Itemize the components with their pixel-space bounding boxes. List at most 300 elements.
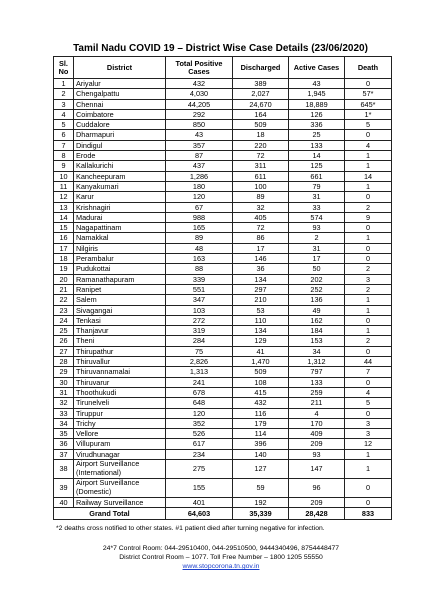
cell-active: 162 xyxy=(289,315,345,325)
cell-discharged: 220 xyxy=(233,140,289,150)
cell-active: 93 xyxy=(289,223,345,233)
cell-active: 25 xyxy=(289,130,345,140)
cell-district: Theni xyxy=(74,336,166,346)
cell-death: 7 xyxy=(345,367,392,377)
cell-sl-no: 37 xyxy=(54,449,74,459)
cell-active: 50 xyxy=(289,264,345,274)
cell-active: 17 xyxy=(289,254,345,264)
cell-sl-no: 26 xyxy=(54,336,74,346)
cell-district: Thirupathur xyxy=(74,346,166,356)
cell-discharged: 32 xyxy=(233,202,289,212)
table-row xyxy=(54,284,392,294)
cell-death: 14 xyxy=(345,171,392,181)
cell-sl-no: 23 xyxy=(54,305,74,315)
cell-sl-no: 11 xyxy=(54,181,74,191)
cell-sl-no: 35 xyxy=(54,429,74,439)
table-row xyxy=(54,387,392,397)
cell-district: Tiruppur xyxy=(74,408,166,418)
cell-active: 184 xyxy=(289,326,345,336)
cell-death: 2 xyxy=(345,264,392,274)
cell-death: 0 xyxy=(345,192,392,202)
table-header-row xyxy=(54,57,392,79)
cell-district: Virudhunagar xyxy=(74,449,166,459)
table-row xyxy=(54,233,392,243)
cell-active: 797 xyxy=(289,367,345,377)
cell-total-positive: 4,030 xyxy=(166,89,233,99)
cell-death: 1 xyxy=(345,326,392,336)
grand-total-positive: 64,603 xyxy=(166,508,233,520)
table-row xyxy=(54,274,392,284)
cell-active: 43 xyxy=(289,79,345,89)
cell-death: 12 xyxy=(345,439,392,449)
cell-district: Sivagangai xyxy=(74,305,166,315)
cell-total-positive: 48 xyxy=(166,243,233,253)
table-row xyxy=(54,377,392,387)
cell-total-positive: 437 xyxy=(166,161,233,171)
cell-discharged: 509 xyxy=(233,120,289,130)
cell-sl-no: 27 xyxy=(54,346,74,356)
cell-total-positive: 2,826 xyxy=(166,357,233,367)
cell-district: Dindigul xyxy=(74,140,166,150)
table-row xyxy=(54,398,392,408)
cell-death: 1 xyxy=(345,295,392,305)
cell-active: 31 xyxy=(289,243,345,253)
cell-district: Erode xyxy=(74,151,166,161)
cell-sl-no: 20 xyxy=(54,274,74,284)
header-active: Active Cases xyxy=(289,57,345,79)
cell-sl-no: 6 xyxy=(54,130,74,140)
cell-death: 9 xyxy=(345,212,392,222)
cell-discharged: 108 xyxy=(233,377,289,387)
cell-discharged: 396 xyxy=(233,439,289,449)
cell-discharged: 53 xyxy=(233,305,289,315)
table-row xyxy=(54,305,392,315)
table-row xyxy=(54,295,392,305)
cell-death: 0 xyxy=(345,130,392,140)
cell-sl-no: 31 xyxy=(54,387,74,397)
cell-district: Karur xyxy=(74,192,166,202)
table-row xyxy=(54,439,392,449)
cell-discharged: 41 xyxy=(233,346,289,356)
cell-death: 2 xyxy=(345,336,392,346)
cell-district: Thiruvarur xyxy=(74,377,166,387)
cell-active: 33 xyxy=(289,202,345,212)
cell-discharged: 86 xyxy=(233,233,289,243)
cell-total-positive: 272 xyxy=(166,315,233,325)
cell-sl-no: 16 xyxy=(54,233,74,243)
cell-total-positive: 432 xyxy=(166,79,233,89)
cell-active: 147 xyxy=(289,459,345,478)
cell-discharged: 297 xyxy=(233,284,289,294)
cell-sl-no: 24 xyxy=(54,315,74,325)
cell-sl-no: 29 xyxy=(54,367,74,377)
table-row xyxy=(54,223,392,233)
cell-total-positive: 103 xyxy=(166,305,233,315)
cell-sl-no: 15 xyxy=(54,223,74,233)
cell-total-positive: 165 xyxy=(166,223,233,233)
cell-total-positive: 234 xyxy=(166,449,233,459)
cell-discharged: 140 xyxy=(233,449,289,459)
cell-district: Ranipet xyxy=(74,284,166,294)
cell-district: Chengalpattu xyxy=(74,89,166,99)
cell-active: 133 xyxy=(289,140,345,150)
cell-death: 1* xyxy=(345,109,392,119)
cell-discharged: 17 xyxy=(233,243,289,253)
cell-death: 3 xyxy=(345,429,392,439)
cell-total-positive: 241 xyxy=(166,377,233,387)
website-link[interactable]: www.stopcorona.tn.gov.in xyxy=(182,563,260,570)
cell-district: Coimbatore xyxy=(74,109,166,119)
cell-active: 170 xyxy=(289,418,345,428)
cell-total-positive: 292 xyxy=(166,109,233,119)
control-room-line: 24*7 Control Room: 044-29510400, 044-29510500, 9444340496, 8754448477 xyxy=(102,545,340,552)
table-row xyxy=(54,497,392,507)
cell-discharged: 146 xyxy=(233,254,289,264)
table-row xyxy=(54,408,392,418)
table-row xyxy=(54,346,392,356)
cell-death: 5 xyxy=(345,120,392,130)
table-row xyxy=(54,202,392,212)
cell-discharged: 134 xyxy=(233,326,289,336)
cell-death: 0 xyxy=(345,478,392,497)
cell-total-positive: 275 xyxy=(166,459,233,478)
header-district: District xyxy=(74,57,166,79)
cell-active: 661 xyxy=(289,171,345,181)
cell-total-positive: 88 xyxy=(166,264,233,274)
cell-total-positive: 75 xyxy=(166,346,233,356)
cell-death: 0 xyxy=(345,223,392,233)
cell-active: 1,312 xyxy=(289,357,345,367)
cell-death: 0 xyxy=(345,254,392,264)
cell-active: 211 xyxy=(289,398,345,408)
cell-death: 645* xyxy=(345,99,392,109)
grand-total-discharged: 35,339 xyxy=(233,508,289,520)
header-sl-no: Sl. No xyxy=(54,57,74,79)
cell-sl-no: 13 xyxy=(54,202,74,212)
cell-sl-no: 8 xyxy=(54,151,74,161)
cell-death: 0 xyxy=(345,243,392,253)
table-row xyxy=(54,336,392,346)
cell-total-positive: 319 xyxy=(166,326,233,336)
cell-total-positive: 401 xyxy=(166,497,233,507)
table-row xyxy=(54,326,392,336)
cell-sl-no: 19 xyxy=(54,264,74,274)
cell-district: Chennai xyxy=(74,99,166,109)
table-row xyxy=(54,357,392,367)
cell-sl-no: 9 xyxy=(54,161,74,171)
header-death: Death xyxy=(345,57,392,79)
cell-active: 93 xyxy=(289,449,345,459)
cell-district: Nagapattinam xyxy=(74,223,166,233)
cell-sl-no: 39 xyxy=(54,478,74,497)
cell-death: 1 xyxy=(345,151,392,161)
table-row xyxy=(54,171,392,181)
cell-discharged: 432 xyxy=(233,398,289,408)
cell-district: Kancheepuram xyxy=(74,171,166,181)
cell-district: Airport Surveillance (Domestic) xyxy=(74,478,166,497)
cell-district: Cuddalore xyxy=(74,120,166,130)
cell-active: 133 xyxy=(289,377,345,387)
table-row xyxy=(54,130,392,140)
cell-discharged: 110 xyxy=(233,315,289,325)
table-row xyxy=(54,212,392,222)
district-case-table xyxy=(53,56,392,520)
cell-total-positive: 1,286 xyxy=(166,171,233,181)
cell-sl-no: 22 xyxy=(54,295,74,305)
cell-active: 336 xyxy=(289,120,345,130)
cell-sl-no: 2 xyxy=(54,89,74,99)
cell-total-positive: 120 xyxy=(166,192,233,202)
cell-total-positive: 120 xyxy=(166,408,233,418)
cell-death: 3 xyxy=(345,274,392,284)
cell-death: 1 xyxy=(345,233,392,243)
table-row xyxy=(54,254,392,264)
table-row xyxy=(54,79,392,89)
grand-total-label: Grand Total xyxy=(54,508,166,520)
cell-sl-no: 5 xyxy=(54,120,74,130)
cell-district: Thanjavur xyxy=(74,326,166,336)
table-row xyxy=(54,140,392,150)
cell-death: 0 xyxy=(345,315,392,325)
cell-discharged: 192 xyxy=(233,497,289,507)
cell-discharged: 134 xyxy=(233,274,289,284)
cell-discharged: 18 xyxy=(233,130,289,140)
table-row xyxy=(54,181,392,191)
cell-total-positive: 678 xyxy=(166,387,233,397)
cell-death: 4 xyxy=(345,387,392,397)
cell-district: Villupuram xyxy=(74,439,166,449)
cell-sl-no: 36 xyxy=(54,439,74,449)
cell-active: 125 xyxy=(289,161,345,171)
table-row xyxy=(54,478,392,497)
cell-district: Trichy xyxy=(74,418,166,428)
cell-total-positive: 347 xyxy=(166,295,233,305)
cell-district: Thoothukudi xyxy=(74,387,166,397)
cell-discharged: 114 xyxy=(233,429,289,439)
table-row xyxy=(54,192,392,202)
table-row xyxy=(54,449,392,459)
cell-active: 1,945 xyxy=(289,89,345,99)
cell-sl-no: 10 xyxy=(54,171,74,181)
cell-discharged: 89 xyxy=(233,192,289,202)
cell-discharged: 116 xyxy=(233,408,289,418)
cell-death: 5 xyxy=(345,398,392,408)
cell-death: 1 xyxy=(345,305,392,315)
grand-total-death: 833 xyxy=(345,508,392,520)
cell-total-positive: 163 xyxy=(166,254,233,264)
cell-active: 126 xyxy=(289,109,345,119)
table-row xyxy=(54,315,392,325)
table-row xyxy=(54,120,392,130)
cell-death: 2 xyxy=(345,284,392,294)
cell-district: Tenkasi xyxy=(74,315,166,325)
cell-discharged: 72 xyxy=(233,151,289,161)
cell-discharged: 72 xyxy=(233,223,289,233)
document-title: Tamil Nadu COVID 19 – District Wise Case Details (23/06/2020) xyxy=(73,43,368,54)
footnote: *2 deaths cross notified to other states. #1 patient died after turning negative for infection. xyxy=(56,525,325,532)
grand-total-active: 28,428 xyxy=(289,508,345,520)
cell-district: Pudukottai xyxy=(74,264,166,274)
cell-sl-no: 3 xyxy=(54,99,74,109)
cell-active: 252 xyxy=(289,284,345,294)
cell-total-positive: 339 xyxy=(166,274,233,284)
cell-death: 0 xyxy=(345,497,392,507)
cell-total-positive: 180 xyxy=(166,181,233,191)
cell-district: Airport Surveillance (International) xyxy=(74,459,166,478)
district-control-line: District Control Room – 1077. Toll Free Number – 1800 1205 55550 xyxy=(119,554,323,561)
cell-active: 2 xyxy=(289,233,345,243)
cell-total-positive: 44,205 xyxy=(166,99,233,109)
table-row xyxy=(54,459,392,478)
cell-total-positive: 617 xyxy=(166,439,233,449)
cell-district: Nilgiris xyxy=(74,243,166,253)
cell-district: Thiruvannamalai xyxy=(74,367,166,377)
cell-district: Perambalur xyxy=(74,254,166,264)
cell-discharged: 127 xyxy=(233,459,289,478)
cell-sl-no: 14 xyxy=(54,212,74,222)
cell-total-positive: 357 xyxy=(166,140,233,150)
cell-death: 3 xyxy=(345,418,392,428)
cell-discharged: 164 xyxy=(233,109,289,119)
cell-death: 44 xyxy=(345,357,392,367)
cell-district: Krishnagiri xyxy=(74,202,166,212)
cell-district: Railway Surveillance xyxy=(74,497,166,507)
table-row xyxy=(54,429,392,439)
cell-sl-no: 30 xyxy=(54,377,74,387)
cell-sl-no: 18 xyxy=(54,254,74,264)
cell-total-positive: 43 xyxy=(166,130,233,140)
cell-sl-no: 4 xyxy=(54,109,74,119)
table-row xyxy=(54,418,392,428)
cell-total-positive: 67 xyxy=(166,202,233,212)
cell-total-positive: 551 xyxy=(166,284,233,294)
cell-total-positive: 1,313 xyxy=(166,367,233,377)
cell-district: Vellore xyxy=(74,429,166,439)
cell-total-positive: 87 xyxy=(166,151,233,161)
cell-discharged: 415 xyxy=(233,387,289,397)
cell-district: Tirunelveli xyxy=(74,398,166,408)
cell-active: 202 xyxy=(289,274,345,284)
table-row xyxy=(54,243,392,253)
cell-active: 136 xyxy=(289,295,345,305)
cell-sl-no: 1 xyxy=(54,79,74,89)
cell-discharged: 210 xyxy=(233,295,289,305)
cell-active: 31 xyxy=(289,192,345,202)
cell-district: Salem xyxy=(74,295,166,305)
cell-active: 79 xyxy=(289,181,345,191)
cell-discharged: 59 xyxy=(233,478,289,497)
cell-total-positive: 526 xyxy=(166,429,233,439)
cell-total-positive: 850 xyxy=(166,120,233,130)
cell-active: 209 xyxy=(289,497,345,507)
cell-death: 1 xyxy=(345,459,392,478)
table-row xyxy=(54,99,392,109)
cell-district: Ramanathapuram xyxy=(74,274,166,284)
cell-discharged: 24,670 xyxy=(233,99,289,109)
cell-sl-no: 33 xyxy=(54,408,74,418)
cell-total-positive: 352 xyxy=(166,418,233,428)
cell-sl-no: 28 xyxy=(54,357,74,367)
cell-death: 0 xyxy=(345,346,392,356)
cell-discharged: 129 xyxy=(233,336,289,346)
cell-district: Thiruvallur xyxy=(74,357,166,367)
cell-total-positive: 284 xyxy=(166,336,233,346)
cell-active: 49 xyxy=(289,305,345,315)
cell-discharged: 100 xyxy=(233,181,289,191)
cell-district: Dharmapuri xyxy=(74,130,166,140)
table-row xyxy=(54,109,392,119)
cell-total-positive: 648 xyxy=(166,398,233,408)
cell-active: 18,889 xyxy=(289,99,345,109)
cell-total-positive: 988 xyxy=(166,212,233,222)
table-row xyxy=(54,151,392,161)
cell-sl-no: 17 xyxy=(54,243,74,253)
cell-district: Namakkal xyxy=(74,233,166,243)
cell-sl-no: 32 xyxy=(54,398,74,408)
cell-sl-no: 34 xyxy=(54,418,74,428)
cell-death: 0 xyxy=(345,79,392,89)
cell-sl-no: 7 xyxy=(54,140,74,150)
cell-sl-no: 25 xyxy=(54,326,74,336)
table-body xyxy=(54,79,392,508)
cell-sl-no: 21 xyxy=(54,284,74,294)
header-discharged: Discharged xyxy=(233,57,289,79)
table-row xyxy=(54,161,392,171)
header-total-positive: Total Positive Cases xyxy=(166,57,233,79)
cell-district: Madurai xyxy=(74,212,166,222)
cell-death: 4 xyxy=(345,140,392,150)
cell-death: 1 xyxy=(345,161,392,171)
cell-total-positive: 155 xyxy=(166,478,233,497)
cell-active: 96 xyxy=(289,478,345,497)
cell-district: Ariyalur xyxy=(74,79,166,89)
cell-sl-no: 40 xyxy=(54,497,74,507)
cell-discharged: 2,027 xyxy=(233,89,289,99)
cell-discharged: 611 xyxy=(233,171,289,181)
cell-active: 259 xyxy=(289,387,345,397)
cell-discharged: 389 xyxy=(233,79,289,89)
cell-discharged: 311 xyxy=(233,161,289,171)
cell-district: Kallakurichi xyxy=(74,161,166,171)
table-row xyxy=(54,367,392,377)
cell-death: 1 xyxy=(345,181,392,191)
cell-death: 0 xyxy=(345,408,392,418)
grand-total-row xyxy=(54,508,392,520)
cell-discharged: 36 xyxy=(233,264,289,274)
cell-death: 0 xyxy=(345,377,392,387)
cell-discharged: 405 xyxy=(233,212,289,222)
contact-block xyxy=(56,544,386,571)
cell-active: 574 xyxy=(289,212,345,222)
cell-death: 57* xyxy=(345,89,392,99)
cell-discharged: 1,470 xyxy=(233,357,289,367)
cell-total-positive: 89 xyxy=(166,233,233,243)
cell-active: 14 xyxy=(289,151,345,161)
cell-discharged: 509 xyxy=(233,367,289,377)
cell-death: 1 xyxy=(345,449,392,459)
cell-active: 153 xyxy=(289,336,345,346)
cell-active: 34 xyxy=(289,346,345,356)
table-row xyxy=(54,89,392,99)
cell-sl-no: 12 xyxy=(54,192,74,202)
cell-sl-no: 38 xyxy=(54,459,74,478)
cell-death: 2 xyxy=(345,202,392,212)
cell-active: 409 xyxy=(289,429,345,439)
cell-active: 4 xyxy=(289,408,345,418)
cell-discharged: 179 xyxy=(233,418,289,428)
table-row xyxy=(54,264,392,274)
cell-district: Kanyakumari xyxy=(74,181,166,191)
